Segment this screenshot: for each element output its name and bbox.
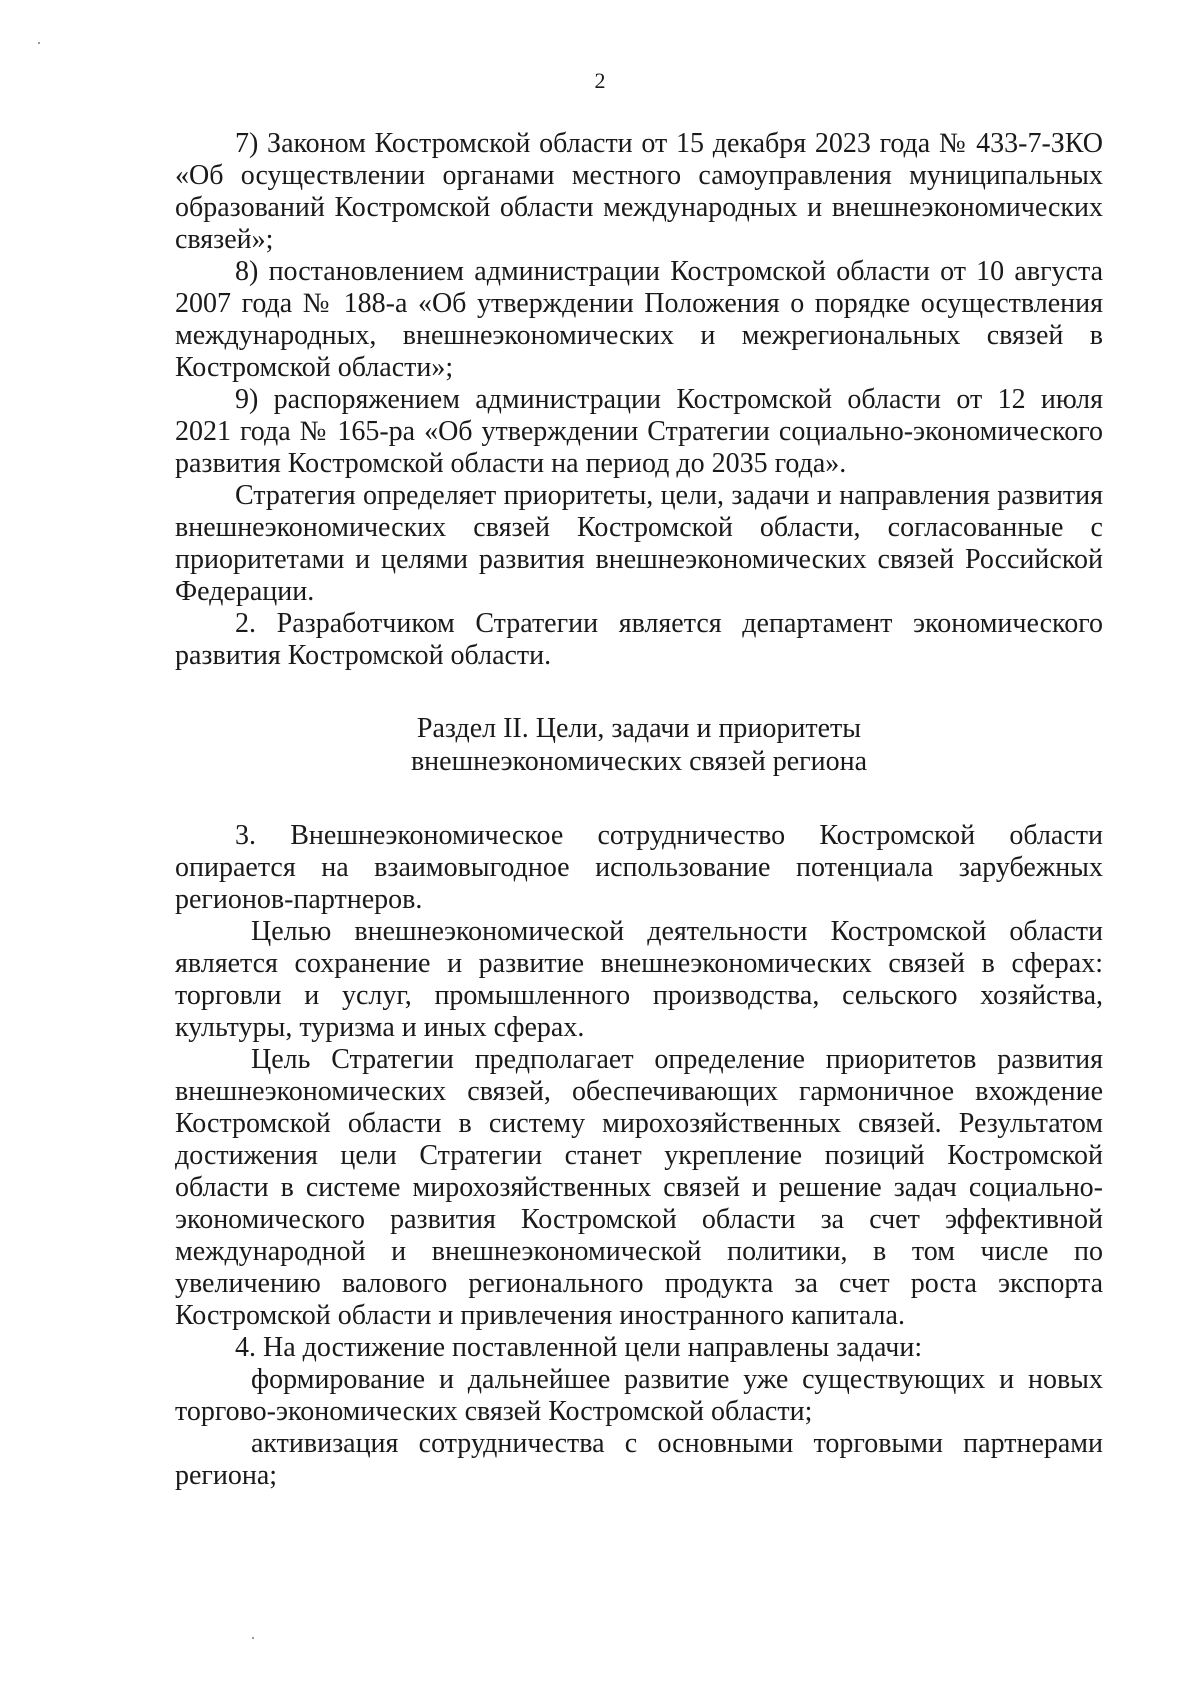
scan-speck (38, 42, 40, 44)
paragraph-4-tasks: 4. На достижение поставленной цели направлены задачи: (235, 1332, 923, 1363)
paragraph-item-8: 8) постановлением администрации Костромской области от 10 августа 2007 года № 188-а «Об утверждении Положения о порядке осуществления международных, внешнеэкономических и межрегиональных связей в Костромской области»; (175, 256, 1103, 383)
section-heading-line-1: Раздел II. Цели, задачи и приоритеты (416, 713, 862, 744)
scan-speck (252, 1637, 254, 1639)
paragraph-task-1: формирование и дальнейшее развитие уже существующих и новых торгово-экономических связей Костромской области; (175, 1364, 1103, 1427)
paragraph-3-cooperation: 3. Внешнеэкономическое сотрудничество Костромской области опирается на взаимовыгодное использование потенциала зарубежных регионов-партнеров. (175, 820, 1103, 915)
document-body (175, 128, 1103, 1492)
page-number: 2 (594, 68, 606, 93)
paragraph-goal: Целью внешнеэкономической деятельности Костромской области является сохранение и развитие внешнеэкономических связей в сферах: торговли и услуг, промышленного производства, сельского хозяйства, культуры, туризма и иных сферах. (175, 916, 1103, 1043)
paragraph-item-9: 9) распоряжением администрации Костромской области от 12 июля 2021 года № 165-ра «Об утверждении Стратегии социально-экономического развития Костромской области на период до 2035 года». (175, 384, 1103, 479)
section-heading-line-2: внешнеэкономических связей региона (410, 746, 868, 777)
paragraph-strategy-definition: Стратегия определяет приоритеты, цели, задачи и направления развития внешнеэкономических связей Костромской области, согласованные с приоритетами и целями развития внешнеэкономических связей Российской Федерации. (175, 480, 1103, 607)
paragraph-item-7: 7) Законом Костромской области от 15 декабря 2023 года № 433-7-ЗКО «Об осуществлении органами местного самоуправления муниципальных образований Костромской области международных и внешнеэкономических связей»; (175, 128, 1103, 255)
paragraph-task-2: активизация сотрудничества с основными торговыми партнерами региона; (175, 1428, 1103, 1491)
paragraph-2-developer: 2. Разработчиком Стратегии является департамент экономического развития Костромской области. (175, 608, 1103, 671)
paragraph-strategy-goal: Цель Стратегии предполагает определение приоритетов развития внешнеэкономических связей, обеспечивающих гармоничное вхождение Костромской области в систему мирохозяйственных связей. Результатом достижения цели Стратегии станет укрепление позиций Костромской области в системе мирохозяйственных связей и решение задач социально-экономического развития Костромской области за счет эффективной международной и внешнеэкономической политики, в том числе по увеличению валового регионального продукта за счет роста экспорта Костромской области и привлечения иностранного капитала. (175, 1044, 1103, 1331)
section-heading (175, 712, 1103, 778)
